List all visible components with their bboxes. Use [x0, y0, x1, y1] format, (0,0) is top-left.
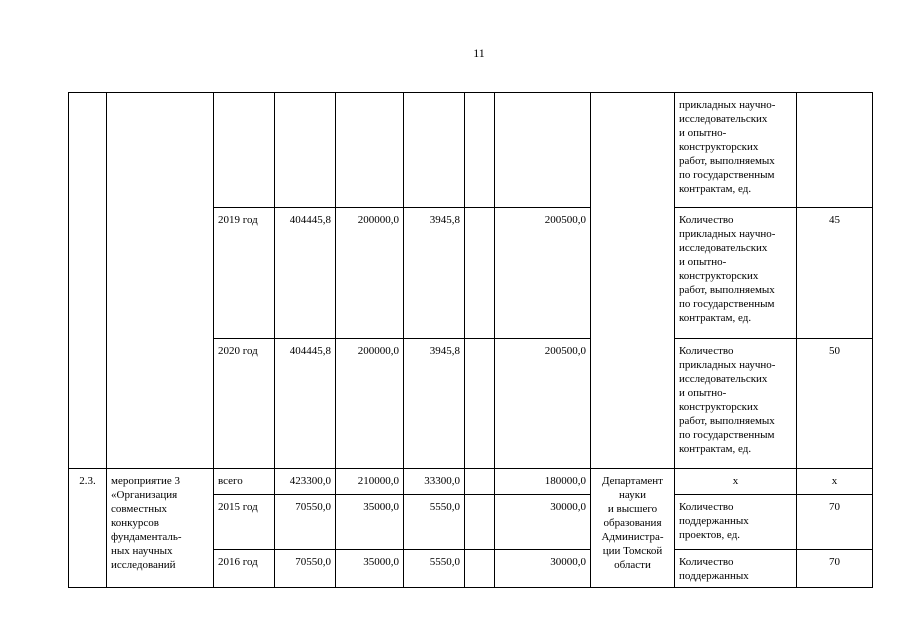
table-row [69, 469, 873, 495]
indicator-value-cell [797, 93, 873, 208]
indicator-value-cell: 50 [797, 339, 873, 469]
indicator-cell: х [675, 469, 797, 495]
indicator-value-cell: 70 [797, 495, 873, 550]
local-budget-cell [465, 208, 495, 339]
federal-budget-cell: 35000,0 [336, 495, 404, 550]
other-sources-cell: 200500,0 [495, 208, 591, 339]
measure-name-cell [107, 93, 214, 469]
year-cell: 2019 год [214, 208, 275, 339]
total-cell: 404445,8 [275, 208, 336, 339]
local-budget-cell [465, 469, 495, 495]
local-budget-cell [465, 93, 495, 208]
other-sources-cell: 180000,0 [495, 469, 591, 495]
regional-budget-cell: 5550,0 [404, 550, 465, 588]
indicator-cell: Количество прикладных научно- исследовательских и опытно- конструкторских работ, выполняемых по государственным контрактам, ед. [675, 339, 797, 469]
indicator-value-cell: х [797, 469, 873, 495]
year-cell: всего [214, 469, 275, 495]
row-number-cell [69, 93, 107, 469]
total-cell [275, 93, 336, 208]
total-cell: 70550,0 [275, 495, 336, 550]
regional-budget-cell [404, 93, 465, 208]
year-cell: 2016 год [214, 550, 275, 588]
other-sources-cell: 200500,0 [495, 339, 591, 469]
table-row [69, 93, 873, 208]
other-sources-cell: 30000,0 [495, 550, 591, 588]
measure-name-cell: мероприятие 3 «Организация совместных конкурсов фундаменталь- ных научных исследований [107, 469, 214, 588]
local-budget-cell [465, 495, 495, 550]
federal-budget-cell: 200000,0 [336, 339, 404, 469]
regional-budget-cell: 5550,0 [404, 495, 465, 550]
other-sources-cell: 30000,0 [495, 495, 591, 550]
regional-budget-cell: 3945,8 [404, 339, 465, 469]
indicator-value-cell: 45 [797, 208, 873, 339]
indicator-value-cell: 70 [797, 550, 873, 588]
regional-budget-cell: 3945,8 [404, 208, 465, 339]
executor-cell [591, 93, 675, 469]
indicator-cell: прикладных научно- исследовательских и опытно- конструкторских работ, выполняемых по государственным контрактам, ед. [675, 93, 797, 208]
total-cell: 423300,0 [275, 469, 336, 495]
total-cell: 70550,0 [275, 550, 336, 588]
program-table [68, 92, 873, 588]
federal-budget-cell [336, 93, 404, 208]
regional-budget-cell: 33300,0 [404, 469, 465, 495]
total-cell: 404445,8 [275, 339, 336, 469]
page-number: 11 [473, 46, 485, 60]
local-budget-cell [465, 339, 495, 469]
year-cell: 2015 год [214, 495, 275, 550]
year-cell: 2020 год [214, 339, 275, 469]
executor-cell: Департамент науки и высшего образования Администра- ции Томской области [591, 469, 675, 588]
local-budget-cell [465, 550, 495, 588]
federal-budget-cell: 210000,0 [336, 469, 404, 495]
year-cell [214, 93, 275, 208]
indicator-cell: Количество прикладных научно- исследовательских и опытно- конструкторских работ, выполняемых по государственным контрактам, ед. [675, 208, 797, 339]
federal-budget-cell: 35000,0 [336, 550, 404, 588]
indicator-cell: Количество поддержанных [675, 550, 797, 588]
federal-budget-cell: 200000,0 [336, 208, 404, 339]
other-sources-cell [495, 93, 591, 208]
row-number-cell: 2.3. [69, 469, 107, 588]
indicator-cell: Количество поддержанных проектов, ед. [675, 495, 797, 550]
